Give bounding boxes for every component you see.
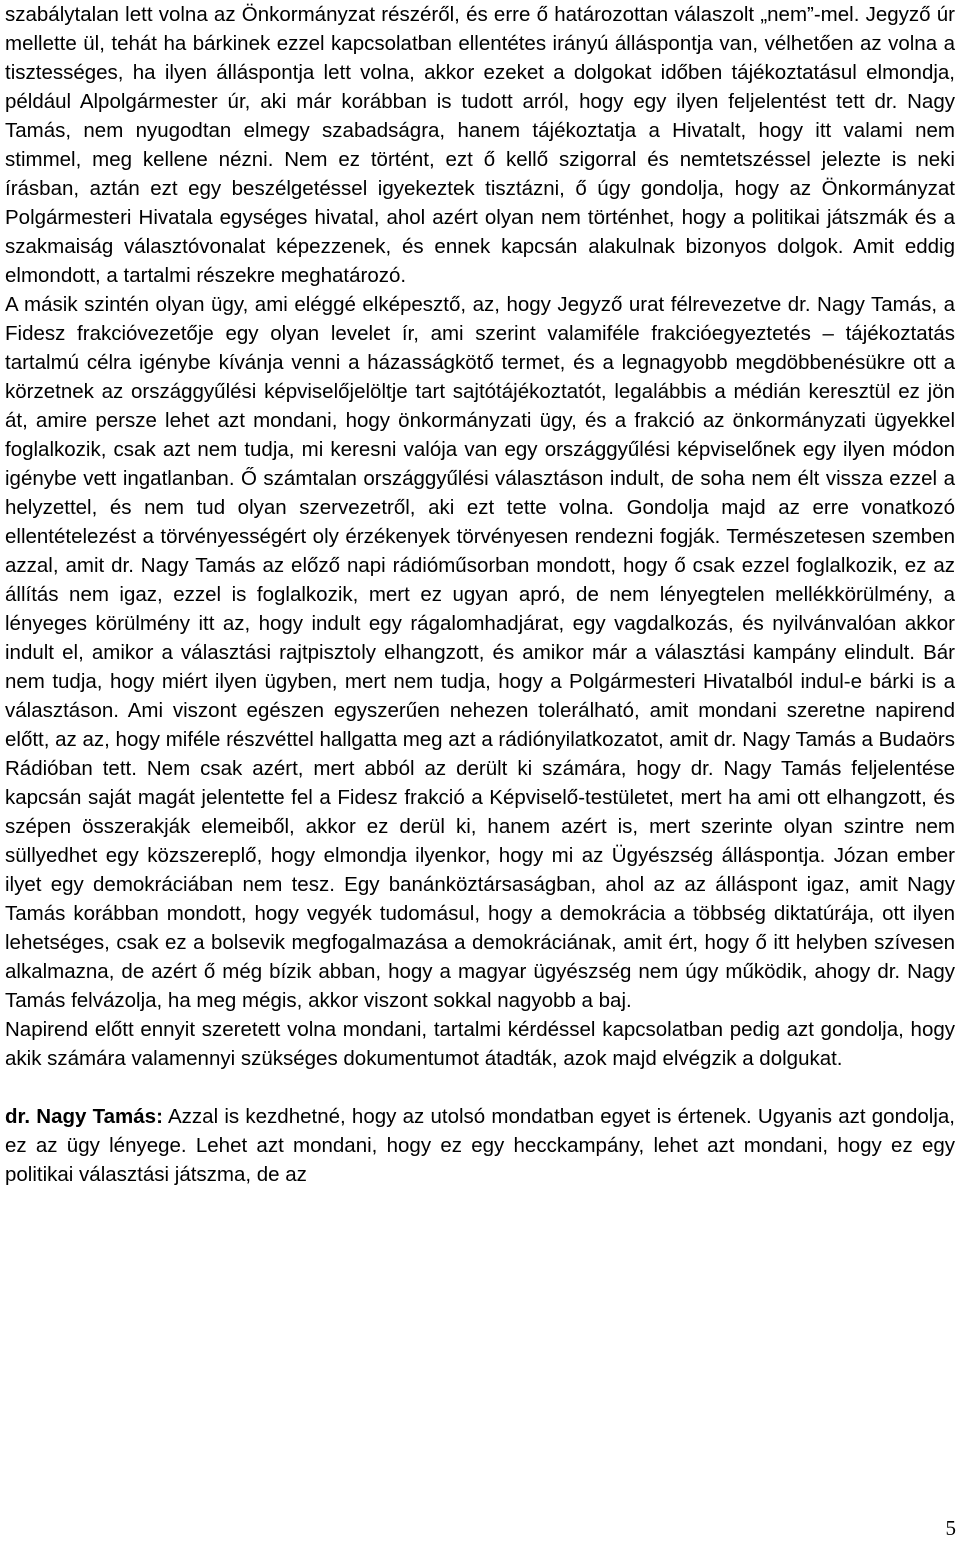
speech-paragraph xyxy=(5,1102,955,1189)
paragraph-2: A másik szintén olyan ügy, ami eléggé elképesztő, az, hogy Jegyző urat félrevezetve dr. Nagy Tamás, a Fidesz frakcióvezetője egy olyan levelet ír, ami szerint valamiféle frakcióegyeztetés – tájékoztatás tartalmú célra igénybe kívánja venni a házasságkötő termet, és a legnagyobb megdöbbenésükre ott a körzetnek az országgyűlési képviselőjelöltje tart sajtótájékoztatót, legalábbis a médián keresztül ez jön át, amire persze lehet azt mondani, hogy önkormányzati ügy, és a frakció az önkormányzati ügyekkel foglalkozik, csak azt nem tudja, mi keresni valója van egy országgyűlési képviselőnek egy ilyen módon igénybe vett ingatlanban. Ő számtalan országgyűlési választáson indult, de soha nem élt vissza ezzel a helyzettel, és nem tud olyan szervezetről, aki ezt tette volna. Gondolja majd az erre vonatkozó ellentételezést a törvényességért oly érzékenyek törvényesen rendezni fogják. Természetesen szemben azzal, amit dr. Nagy Tamás az előző napi rádióműsorban mondott, hogy ő csak ezzel foglalkozik, ez az állítás nem igaz, ezzel is foglalkozik, mert ez ugyan apró, de nem lényegtelen mellékkörülmény, a lényeges körülmény itt az, hogy indult egy rágalomhadjárat, egy vagdalkozás, és nyilvánvalóan akkor indult el, amikor a választási rajtpisztoly elhangzott, és amikor már a választási kampány elindult. Bár nem tudja, hogy miért ilyen ügyben, mert nem tudja, hogy a Polgármesteri Hivatalból indul-e bárki is a választáson. Ami viszont egészen egyszerűen nehezen tolerálható, amit mondani szeretne napirend előtt, az az, hogy miféle részvéttel hallgatta meg azt a rádiónyilatkozatot, amit dr. Nagy Tamás a Budaörs Rádióban tett. Nem csak azért, mert abból az derült ki számára, hogy dr. Nagy Tamás feljelentése kapcsán saját magát jelentette fel a Fidesz frakció a Képviselő-testületet, mert ha ami ott elhangzott, és szépen összerakják elemeiből, akkor ez derül ki, hanem azért is, mert szerinte olyan szintre nem süllyedhet egy közszereplő, hogy elmondja ilyenkor, hogy mi az Ügyészség álláspontja. Józan ember ilyet egy demokráciában nem tesz. Egy banánköztársaságban, ahol az az álláspont igaz, amit Nagy Tamás korábban mondott, hogy vegyék tudomásul, hogy a demokrácia a többség diktatúrája, ott ilyen lehetséges, csak ez a bolsevik megfogalmazása a demokráciának, amit ért, hogy ő itt helyben szívesen alkalmazna, de azért ő még bízik abban, hogy a magyar ügyészség nem úgy működik, ahogy dr. Nagy Tamás felvázolja, ha meg mégis, akkor viszont sokkal nagyobb a baj. xyxy=(5,293,955,1012)
document-page xyxy=(5,0,955,1189)
page-number: 5 xyxy=(945,1516,956,1540)
paragraph-3: Napirend előtt ennyit szeretett volna mondani, tartalmi kérdéssel kapcsolatban pedig azt gondolja, hogy akik számára valamennyi szükséges dokumentumot átadták, azok majd elvégzik a dolgukat. xyxy=(5,1018,955,1070)
speaker-name: dr. Nagy Tamás: xyxy=(5,1105,163,1128)
speech-text: Azzal is kezdhetné, hogy az utolsó mondatban egyet is értenek. Ugyanis azt gondolja, ez az ügy lényege. Lehet azt mondani, hogy ez egy hecckampány, lehet azt mondani, hogy ez egy politikai választási játszma, de az xyxy=(5,1105,955,1186)
paragraph-gap xyxy=(5,1073,955,1102)
paragraph-1: szabálytalan lett volna az Önkormányzat részéről, és erre ő határozottan válaszolt „nem”-mel. Jegyző úr mellette ül, tehát ha bárkinek ezzel kapcsolatban ellentétes irányú álláspontja van, vélhetően az volna a tisztességes, ha ilyen álláspontja lett volna, akkor ezeket a dolgokat időben tájékoztatásul elmondja, például Alpolgármester úr, aki már korábban is tudott arról, hogy egy ilyen feljelentést tett dr. Nagy Tamás, nem nyugodtan elmegy szabadságra, hanem tájékoztatja a Hivatalt, hogy itt valami nem stimmel, meg kellene nézni. Nem ez történt, ezt ő kellő szigorral és nemtetszéssel jelezte is neki írásban, aztán ezt egy beszélgetéssel igyekeztek tisztázni, ő úgy gondolja, hogy az Önkormányzat Polgármesteri Hivatala egységes hivatal, ahol azért olyan nem történhet, hogy a politikai játszmák és a szakmaiság választóvonalat képezzenek, és ennek kapcsán alakulnak bizonyos dolgok. Amit eddig elmondott, a tartalmi részekre meghatározó. xyxy=(5,3,955,287)
